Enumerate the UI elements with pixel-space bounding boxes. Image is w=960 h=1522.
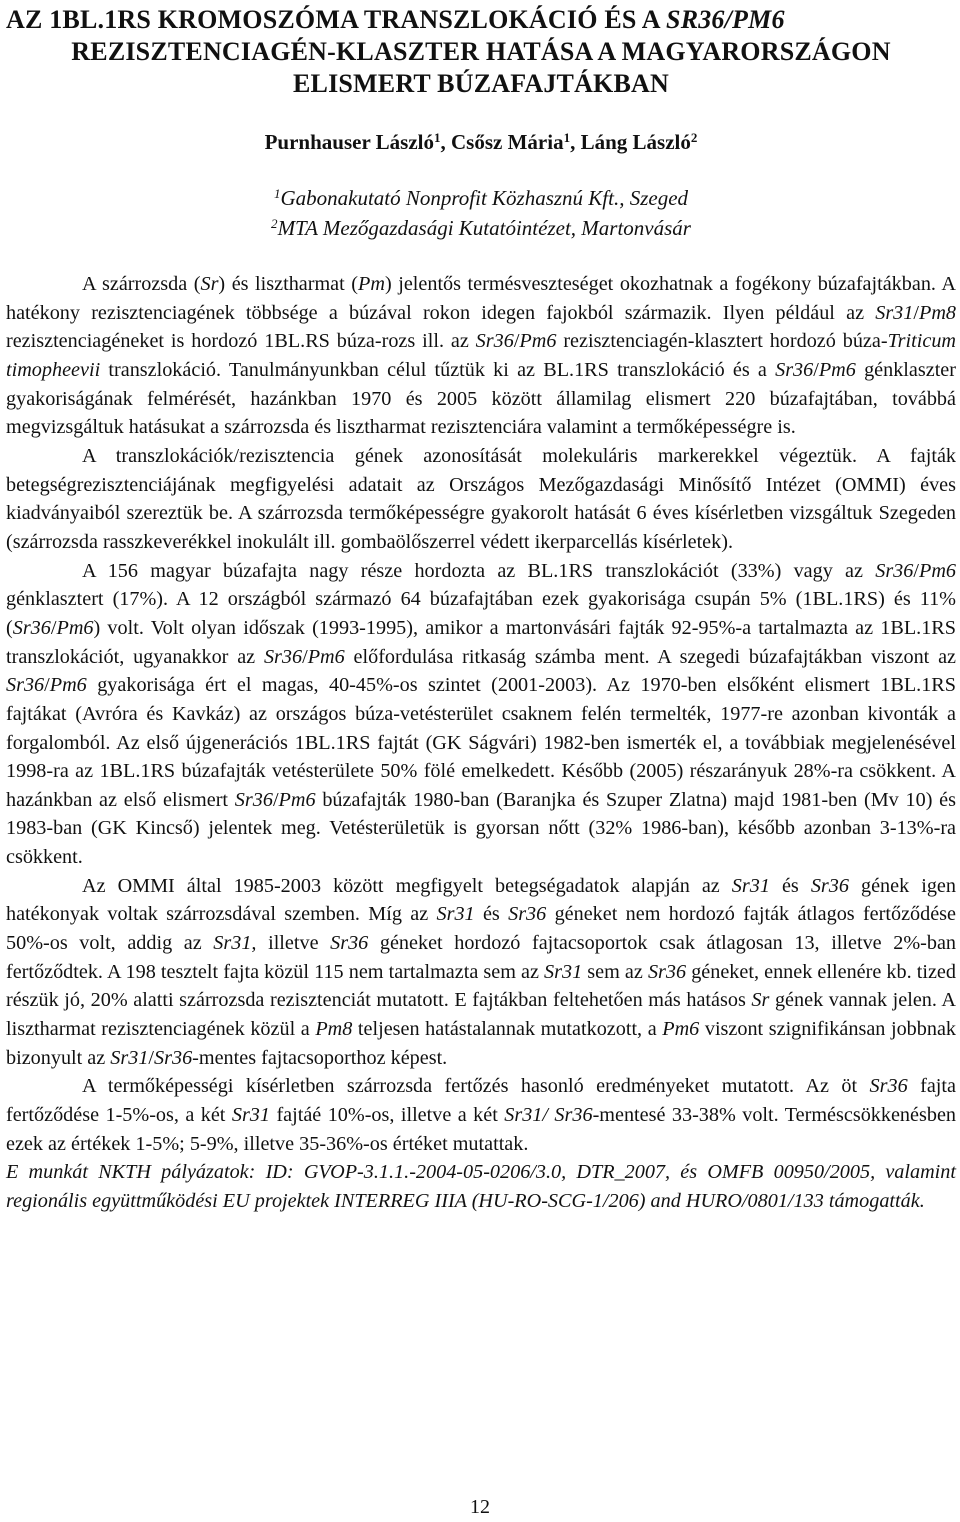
abstract-body [6, 270, 956, 1216]
title-line-1: AZ 1BL.1RS KROMOSZÓMA TRANSZLOKÁCIÓ ÉS A SR36/PM6 [6, 5, 785, 34]
page-number: 12 [470, 1496, 490, 1518]
paragraph-2: A transzlokációk/rezisztencia gének azonosítását molekuláris markerekkel végeztük. A fajták betegségrezisztenciájának megfigyelési adatait az Országos Mezőgazdasági Minősítő Intézet (OMMI) éves kiadványaiból szereztük be. A szárrozsda termőképességre gyakorolt hatását 6 éves kísérletben vizsgáltuk Szegeden (szárrozsda rasszkeverékkel inokulált ill. gombaölőszerrel védett ikerparcellás kísérletek). [6, 444, 956, 553]
paragraph-1: A szárrozsda (Sr) és lisztharmat (Pm) jelentős termésveszteséget okozhatnak a fogékony búzafajtákban. A hatékony rezisztenciagének többsége a búzával rokon idegen fajokból származik. Ilyen például az Sr31/Pm8 rezisztenciagéneket is hordozó 1BL.RS búza-rozs ill. az Sr36/Pm6 rezisztenciagén-klasztert hordozó búza-Triticum timopheevii transzlokáció. Tanulmányunkban célul tűztük ki az BL.1RS transzlokáció és a Sr36/Pm6 génklaszter gyakoriságának felmérését, hazánkban 1970 és 2005 között államilag elismert 220 búzafajtában, továbbá megvizsgáltuk hatásukat a szárrozsda és lisztharmat rezisztenciára valamint a termőképességre is. [6, 273, 956, 439]
paragraph-3: A 156 magyar búzafajta nagy része hordozta az BL.1RS transzlokációt (33%) vagy az Sr36/Pm6 génklasztert (17%). A 12 országból származó 64 búzafajtában ezek gyakorisága csupán 5% (1BL.1RS) és 11% (Sr36/Pm6) volt. Volt olyan időszak (1993-1995), amikor a martonvásári fajták 92-95%-a tartalmazta az 1BL.1RS transzlokációt, ugyanakkor az Sr36/Pm6 előfordulása ritkaság számba ment. A szegedi búzafajtákban viszont az Sr36/Pm6 gyakorisága ért el magas, 40-45%-os szintet (2001-2003). Az 1970-ben elsőként elismert 1BL.1RS fajtákat (Avróra és Kavkáz) az országos búza-vetésterület csaknem felén termelték, 1977-re azonban kivonták a forgalomból. Az első újgenerációs 1BL.1RS fajtát (GK Ságvári) 1982-ben ismerték el, a továbbiak megjelenésével 1998-ra az 1BL.1RS búzafajták vetésterülete 50% fölé emelkedett. Később (2005) részarányuk 28%-ra csökkent. A hazánkban az első elismert Sr36/Pm6 búzafajták 1980-ban (Baranjka és Szuper Zlatna) majd 1981-ben (Mv 10) és 1983-ban (GK Kincső) jelentek meg. Vetésterületük is gyorsan nőtt (32% 1986-ban), később azonban 3-13%-ra csökkent. [6, 559, 957, 869]
author-list: Purnhauser László$^1$, Csősz Mária$^1$, Láng László$^2$ [264, 129, 698, 154]
author-name: Láng László [580, 130, 691, 154]
paragraph-4: Az OMMI által 1985-2003 között megfigyelt betegségadatok alapján az Sr31 és Sr36 gének igen hatékonyak voltak szárrozsdával szemben. Míg az Sr31 és Sr36 géneket nem hordozó fajták átlagos fertőződése 50%-os volt, addig az Sr31, illetve Sr36 géneket hordozó fajtacsoportok csak átlagosan 13, illetve 2%-ban fertőződtek. A 198 tesztelt fajta közül 115 nem tartalmazta sem az Sr31 sem az Sr36 géneket, ennek ellenére kb. tized részük jó, 20% alatti szárrozsda rezisztenciát mutatott. E fajtákban feltehetően más hatásos Sr gének vannak jelen. A lisztharmat rezisztenciagének közül a Pm8 teljesen hatástalannak mutatkozott, a Pm6 viszont szignifikánsan jobbnak bizonyult az Sr31/Sr36-mentes fajtacsoporthoz képest. [6, 874, 957, 1069]
author-name: Purnhauser László [264, 130, 434, 154]
title-line-2: REZISZTENCIAGÉN-KLASZTER HATÁSA A MAGYARORSZÁGON [71, 37, 891, 66]
author-name: Csősz Mária [451, 130, 564, 154]
affiliation-marker: 1 [434, 129, 441, 145]
affiliation-2: $^2$MTA Mezőgazdasági Kutatóintézet, Martonvásár [271, 215, 691, 240]
paragraph-5: A termőképességi kísérletben szárrozsda fertőzés hasonló eredményeket mutatott. Az öt Sr36 fajta fertőződése 1-5%-os, a két Sr31 fajtáé 10%-os, illetve a két Sr31/ Sr36-mentesé 33-38% volt. Terméscsökkenésben ezek az értékek 1-5%; 5-9%, illetve 35-36%-os értéket mutattak. [6, 1075, 956, 1155]
paper-title [6, 4, 956, 100]
affiliation-marker: 1 [563, 129, 571, 145]
title-line-3: ELISMERT BÚZAFAJTÁKBAN [293, 69, 669, 98]
affiliation-1: $^1$Gabonakutató Nonprofit Közhasznú Kft., Szeged [273, 185, 689, 210]
affiliation-marker: 2 [690, 129, 698, 145]
acknowledgement: E munkát NKTH pályázatok: ID: GVOP-3.1.1.-2004-05-0206/3.0, DTR_2007, és OMFB 00950/2005, valamint regionális együttműködési EU projektek INTERREG IIIA (HU-RO-SCG-1/206) and HURO/0801/133 támogatták. [6, 1161, 956, 1212]
